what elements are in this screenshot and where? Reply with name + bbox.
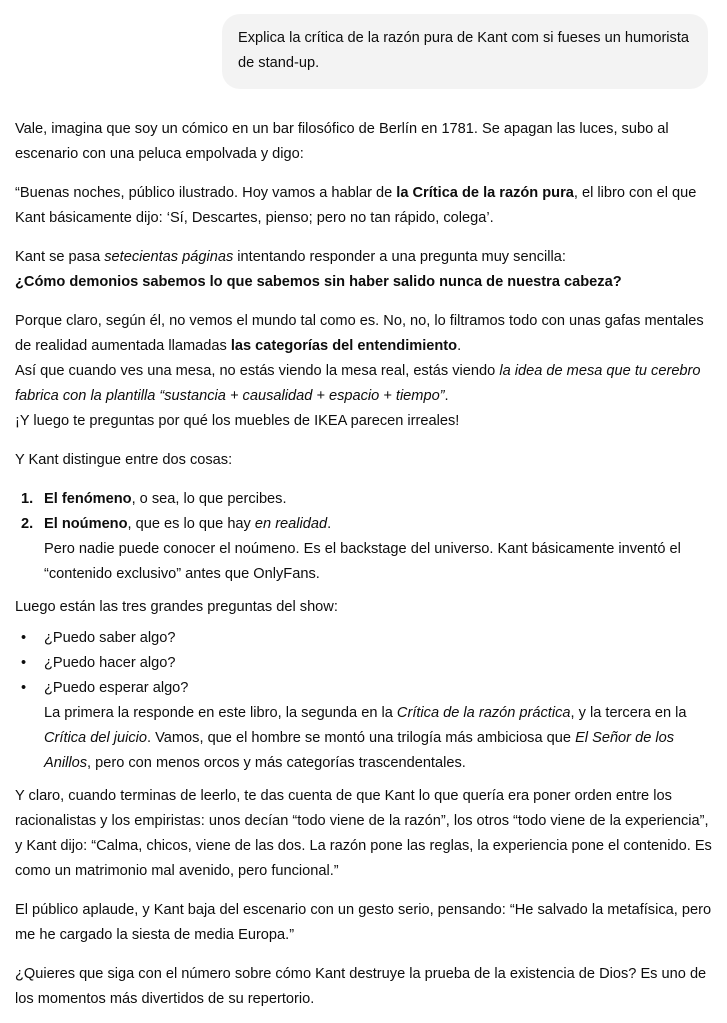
bold-book-title: la Crítica de la razón pura: [396, 185, 574, 201]
italic-title: Crítica de la razón práctica: [396, 705, 571, 721]
paragraph-distinction: Y Kant distingue entre dos cosas:: [15, 452, 233, 468]
list-number: 2.: [21, 516, 34, 532]
text: ¿Puedo hacer algo?: [44, 655, 176, 671]
list-number: 1.: [21, 491, 34, 507]
user-message-text: Explica la crítica de la razón pura de Kant com si fueses un humorista de stand-up.: [238, 30, 690, 71]
italic-title: Crítica del juicio: [44, 730, 148, 746]
text: Kant se pasa: [15, 249, 105, 265]
text: . Vamos, que el hombre se montó una trilogía más ambiciosa que: [147, 730, 576, 746]
text: intentando responder a una pregunta muy sencilla:: [233, 249, 566, 265]
bold-term: El fenómeno: [44, 491, 132, 507]
bold-term: El noúmeno: [44, 516, 128, 532]
bold-question: ¿Cómo demonios sabemos lo que sabemos sin haber salido nunca de nuestra cabeza?: [15, 274, 622, 290]
ordered-list: [15, 487, 715, 587]
text: .: [457, 338, 462, 354]
text: ¿Puedo saber algo?: [44, 630, 176, 646]
italic-text: setecientas páginas: [104, 249, 234, 265]
paragraph-intro: Vale, imagina que soy un cómico en un bar filosófico de Berlín en 1781. Se apagan las luces, subo al escenario con una peluca empolvada y digo:: [15, 121, 669, 162]
paragraph-follow-up: ¿Quieres que siga con el número sobre cómo Kant destruye la prueba de la existencia de Dios? Es uno de los momentos más divertidos de su repertorio.: [15, 966, 707, 1007]
text: , pero con menos orcos y más categorías trascendentales.: [87, 755, 466, 771]
list-item: [15, 676, 715, 776]
user-message-bubble: [222, 14, 708, 89]
text: La primera la responde en este libro, la segunda en la: [44, 705, 397, 721]
bullet-icon: •: [21, 630, 27, 646]
paragraph-opening-joke: [15, 181, 715, 231]
italic-text: la idea de mesa que tu cerebro fabrica con la plantilla “sustancia + causalidad + espacio + tiempo”: [15, 363, 701, 404]
text: ¿Puedo esperar algo?: [44, 680, 189, 696]
list-continuation: Pero nadie puede conocer el noúmeno. Es el backstage del universo. Kant básicamente inventó el “contenido exclusivo” antes que OnlyFans.: [44, 541, 681, 582]
text: , el libro con el que Kant básicamente dijo: ‘Sí, Descartes, pienso; pero no tan rápido, colega’.: [15, 185, 697, 226]
list-continuation: [44, 701, 715, 776]
list-item: [15, 512, 715, 587]
text: “Buenas noches, público ilustrado. Hoy vamos a hablar de: [15, 185, 397, 201]
text: .: [444, 388, 449, 404]
paragraph-applause: El público aplaude, y Kant baja del escenario con un gesto serio, pensando: “He salvado la metafísica, pero me he cargado la siesta de media Europa.”: [15, 902, 712, 943]
text: , o sea, lo que percibes.: [131, 491, 287, 507]
list-item: [15, 651, 715, 676]
bullet-list: [15, 626, 715, 776]
italic-title: El Señor de los Anillos: [44, 730, 675, 771]
bold-categories: las categorías del entendimiento: [230, 338, 458, 354]
user-message-row: [0, 0, 727, 110]
text: Porque claro, según él, no vemos el mundo tal como es. No, no, lo filtramos todo con unas gafas mentales de realidad aumentada llamadas: [15, 313, 704, 354]
text: Así que cuando ves una mesa, no estás viendo la mesa real, estás viendo: [15, 363, 500, 379]
assistant-response: [15, 117, 715, 1023]
italic-text: en realidad: [254, 516, 328, 532]
bullet-icon: •: [21, 655, 27, 671]
list-item: [15, 626, 715, 651]
paragraph-three-questions: Luego están las tres grandes preguntas del show:: [15, 599, 338, 615]
paragraph-rationalists: Y claro, cuando terminas de leerlo, te das cuenta de que Kant lo que quería era poner orden entre los racionalistas y los empiristas: unos decían “todo viene de la razón”, los otros “todo viene de la experiencia”, y Kant dijo: “Calma, chicos, viene de las dos. La razón pone las reglas, la experiencia pone el contenido. Es como un matrimonio mal avenido, pero funcional.”: [15, 788, 712, 879]
paragraph-categories: [15, 309, 715, 434]
bullet-icon: •: [21, 680, 27, 696]
text: ¡Y luego te preguntas por qué los muebles de IKEA parecen irreales!: [15, 413, 460, 429]
text: , que es lo que hay: [127, 516, 255, 532]
text: , y la tercera en la: [570, 705, 687, 721]
text: .: [327, 516, 332, 532]
paragraph-question: [15, 245, 715, 295]
list-item: [15, 487, 715, 512]
